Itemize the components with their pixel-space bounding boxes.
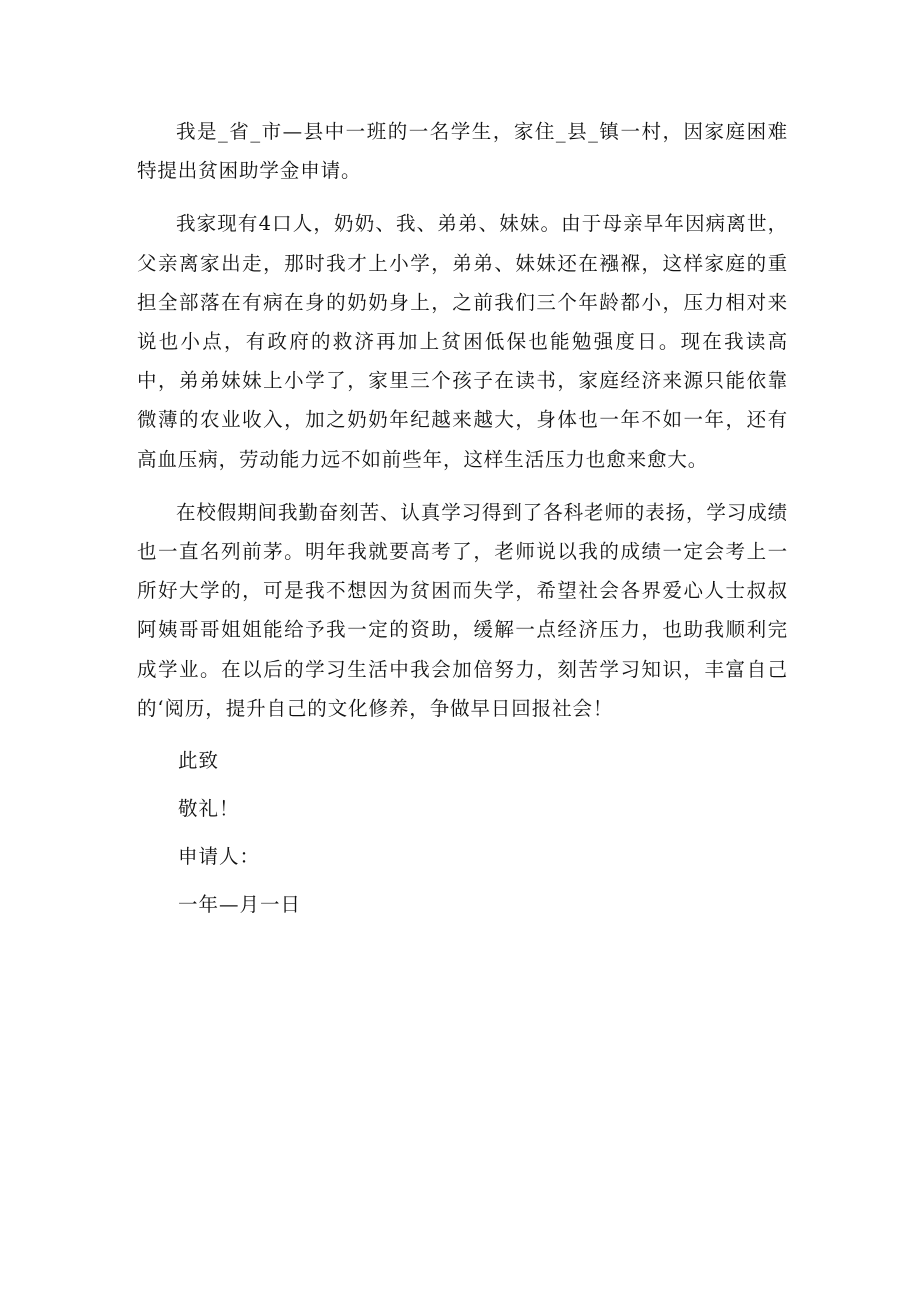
applicant-label: 申请人： [177,845,260,869]
date-line: 一年—月一日 [177,893,301,917]
paragraph-intro: 我是_省_市—县中一班的一名学生，家住_县_镇一村，因家庭困难特提出贫困助学金申请。 [137,120,788,183]
closing-regards: 敬礼！ [177,797,240,821]
paragraph-family-situation: 我家现有4口人，奶奶、我、弟弟、妹妹。由于母亲早年因病离世，父亲离家出走，那时我才上小学，弟弟、妹妹还在襁褓，这样家庭的重担全部落在有病在身的奶奶身上，之前我们三个年龄都小，压力相对来说也小点，有政府的救济再加上贫困低保也能勉强度日。现在我读高中，弟弟妹妹上小学了，家里三个孩子在读书，家庭经济来源只能依靠微薄的农业收入，加之奶奶年纪越来越大，身体也一年不如一年，还有高血压病，劳动能力远不如前些年，这样生活压力也愈来愈大。 [137,212,788,471]
paragraph-school-performance: 在校假期间我勤奋刻苦、认真学习得到了各科老师的表扬，学习成绩也一直名列前茅。明年我就要高考了，老师说以我的成绩一定会考上一所好大学的，可是我不想因为贫困而失学，希望社会各界爱心人士叔叔阿姨哥哥姐姐能给予我一定的资助，缓解一点经济压力，也助我顺利完成学业。在以后的学习生活中我会加倍努力，刻苦学习知识，丰富自己的‘阅历，提升自己的文化修养，争做早日回报社会！ [137,500,789,720]
application-letter [137,112,788,934]
closing-salutation: 此致 [177,749,219,773]
